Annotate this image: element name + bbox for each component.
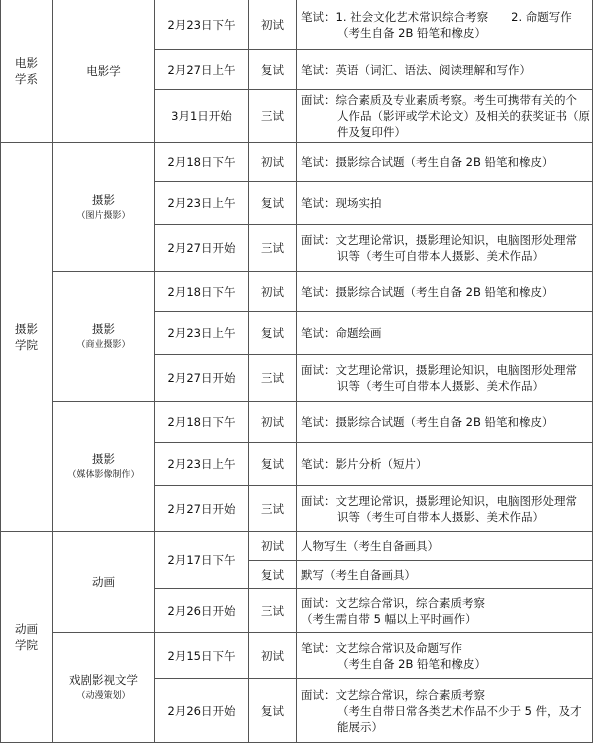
content-cell (297, 182, 593, 225)
content-cell (297, 0, 593, 50)
date-cell: 2月17日下午 (155, 532, 249, 589)
content-line: 笔试：1. 社会文化艺术常识综合考察 2. 命题写作 (301, 9, 572, 24)
date-cell: 2月26日开始 (155, 679, 249, 743)
date-cell: 3月1日开始 (155, 90, 249, 143)
major-cell (53, 402, 155, 532)
major-name: 摄影 (92, 452, 115, 466)
content-cell (297, 679, 593, 743)
major-cell (53, 532, 155, 633)
date-cell: 2月23日上午 (155, 182, 249, 225)
content-line: 默写（考生自备画具） (301, 567, 416, 582)
date-cell: 2月27日开始 (155, 225, 249, 272)
date-cell: 2月18日下午 (155, 272, 249, 312)
date-cell: 2月23日下午 (155, 0, 249, 50)
content-line: 能展示） (337, 719, 383, 734)
content-cell (297, 143, 593, 182)
stage-cell: 三试 (249, 355, 297, 402)
major-name: 动画 (92, 575, 115, 589)
major-cell (53, 633, 155, 743)
content-cell (297, 532, 593, 561)
content-cell (297, 486, 593, 532)
stage-cell: 复试 (249, 561, 297, 589)
department-cell (1, 0, 53, 143)
date-cell: 2月18日下午 (155, 143, 249, 182)
stage-cell: 三试 (249, 486, 297, 532)
department-cell (1, 532, 53, 743)
stage-cell: 复试 (249, 443, 297, 486)
department-name-line: 学系 (15, 72, 38, 86)
stage-cell: 初试 (249, 532, 297, 561)
stage-cell: 初试 (249, 0, 297, 50)
content-line: 笔试：现场实拍 (301, 196, 382, 210)
content-line: 面试：综合素质及专业素质考察。考生可携带有关的个 (301, 93, 577, 107)
stage-cell: 初试 (249, 402, 297, 443)
content-line: 面试：文艺理论常识，摄影理论知识，电脑图形处理常 (301, 493, 577, 508)
major-cell (53, 143, 155, 272)
content-line: 面试：文艺综合常识，综合素质考察 (301, 595, 485, 610)
content-line: 人物写生（考生自备画具） (301, 539, 439, 553)
content-line: （考生需自带 5 幅以上平时画作） (301, 611, 477, 626)
content-line: 笔试：摄影综合试题（考生自备 2B 铅笔和橡皮） (301, 415, 554, 429)
content-line: 面试：文艺综合常识，综合素质考察 (301, 687, 485, 702)
content-line: 笔试：命题绘画 (301, 326, 382, 340)
content-line: 面试：文艺理论常识，摄影理论知识，电脑图形处理常 (301, 363, 577, 377)
department-name-line: 电影 (15, 56, 38, 70)
stage-cell: 初试 (249, 633, 297, 679)
date-cell: 2月26日开始 (155, 589, 249, 633)
content-cell (297, 633, 593, 679)
stage-cell: 复试 (249, 50, 297, 90)
content-line: 笔试：文艺综合常识及命题写作 (301, 640, 462, 655)
stage-cell: 初试 (249, 272, 297, 312)
major-name: 戏剧影视文学 (69, 673, 138, 687)
content-cell (297, 312, 593, 355)
content-cell (297, 561, 593, 589)
stage-cell: 三试 (249, 90, 297, 143)
date-cell: 2月27日开始 (155, 486, 249, 532)
content-line: 面试：文艺理论常识，摄影理论知识，电脑图形处理常 (301, 233, 577, 247)
content-line: （考生自备 2B 铅笔和橡皮） (337, 25, 487, 40)
content-line: 人作品（影评或学术论文）及相关的获奖证书（原 (337, 109, 590, 123)
content-cell (297, 90, 593, 143)
content-cell (297, 272, 593, 312)
department-name-line: 摄影 (15, 322, 38, 336)
major-name: 电影学 (86, 64, 121, 78)
date-cell: 2月27日上午 (155, 50, 249, 90)
content-line: 识等（考生可自带本人摄影、美术作品） (337, 249, 544, 263)
content-cell (297, 50, 593, 90)
department-cell (1, 143, 53, 532)
content-line: 笔试：影片分析（短片） (301, 457, 428, 471)
content-line: （考生自备 2B 铅笔和橡皮） (337, 656, 487, 671)
content-line: （考生自带日常各类艺术作品不少于 5 件，及才 (337, 703, 582, 718)
department-name-line: 学院 (15, 638, 38, 652)
major-cell (53, 272, 155, 402)
stage-cell: 复试 (249, 679, 297, 743)
content-line: 笔试：摄影综合试题（考生自备 2B 铅笔和橡皮） (301, 155, 554, 169)
content-cell (297, 402, 593, 443)
major-subtitle: （媒体影像制作） (67, 470, 140, 480)
stage-cell: 初试 (249, 143, 297, 182)
major-name: 摄影 (92, 192, 115, 207)
content-cell (297, 225, 593, 272)
content-line: 识等（考生可自带本人摄影、美术作品） (337, 379, 544, 393)
date-cell: 2月23日上午 (155, 443, 249, 486)
date-cell: 2月15日下午 (155, 633, 249, 679)
stage-cell: 三试 (249, 589, 297, 633)
date-cell: 2月18日下午 (155, 402, 249, 443)
date-cell: 2月27日开始 (155, 355, 249, 402)
major-subtitle: （商业摄影） (76, 340, 131, 350)
stage-cell: 复试 (249, 182, 297, 225)
date-cell: 2月23日上午 (155, 312, 249, 355)
content-line: 识等（考生可自带本人摄影、美术作品） (337, 509, 544, 524)
content-line: 笔试：英语（词汇、语法、阅读理解和写作） (301, 62, 531, 77)
major-subtitle: （动漫策划） (76, 691, 131, 701)
department-name-line: 学院 (15, 338, 38, 352)
content-cell (297, 443, 593, 486)
major-name: 摄影 (92, 322, 115, 336)
content-line: 笔试：摄影综合试题（考生自备 2B 铅笔和橡皮） (301, 284, 554, 299)
stage-cell: 复试 (249, 312, 297, 355)
content-line: 件及复印件） (337, 125, 406, 139)
major-cell (53, 0, 155, 143)
department-name-line: 动画 (15, 622, 38, 636)
content-cell (297, 589, 593, 633)
major-subtitle: （图片摄影） (76, 210, 131, 221)
content-cell (297, 355, 593, 402)
stage-cell: 三试 (249, 225, 297, 272)
